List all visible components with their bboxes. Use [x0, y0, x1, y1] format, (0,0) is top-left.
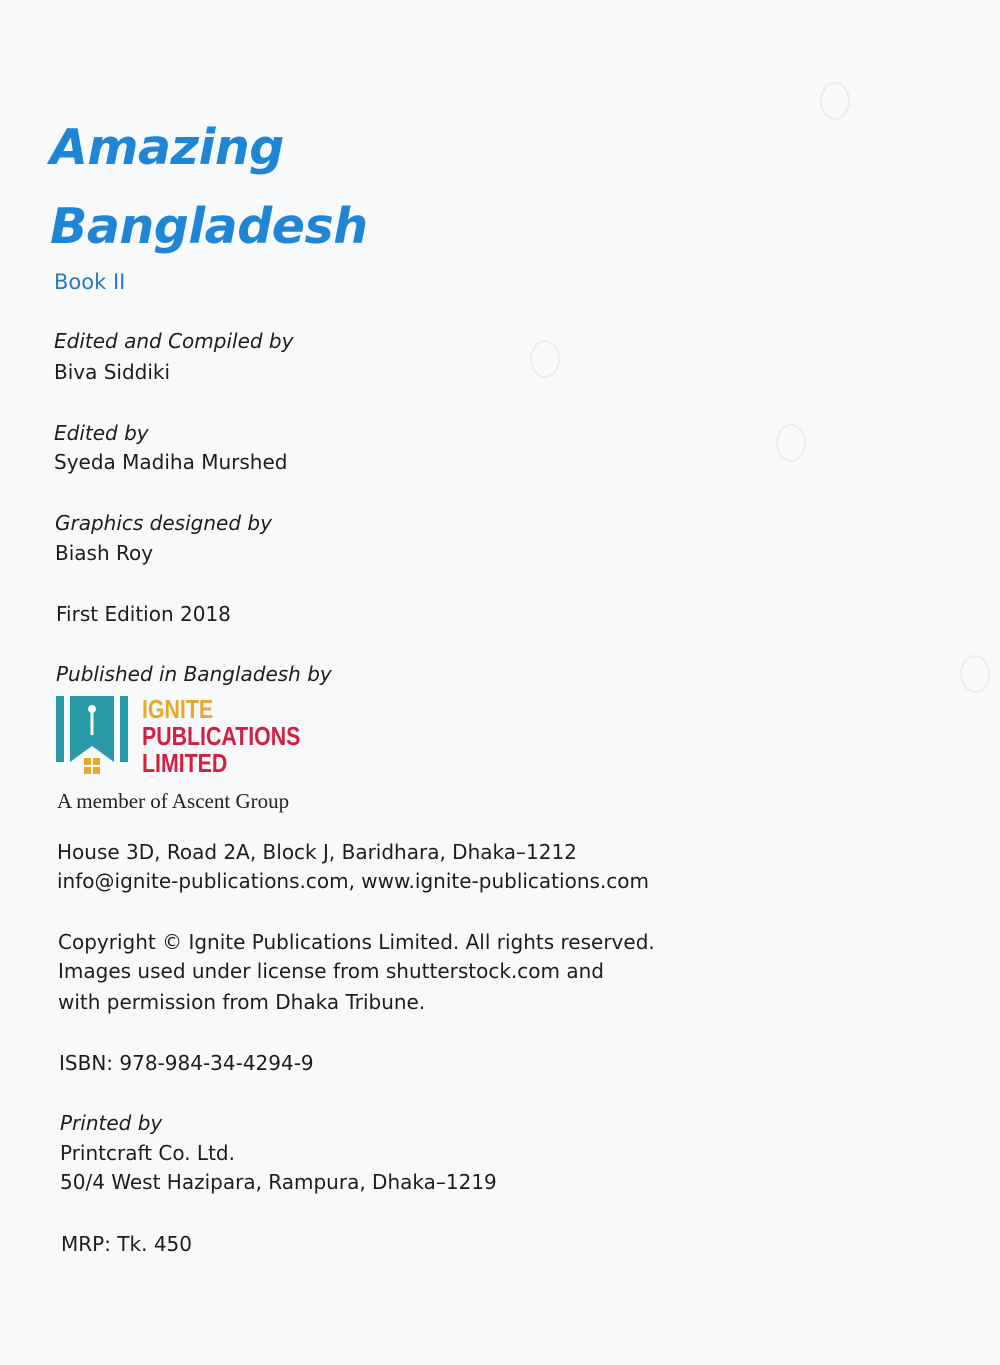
printed-by-label: Printed by	[60, 1111, 163, 1135]
compiled-by-name: Biva Siddiki	[54, 360, 171, 384]
publisher-contact: info@ignite-publications.com, www.ignite-publications.com	[57, 869, 649, 893]
publisher-address: House 3D, Road 2A, Block J, Baridhara, Dhaka–1212	[57, 840, 577, 864]
published-by-label: Published in Bangladesh by	[56, 662, 332, 686]
copyright-line1: Copyright © Ignite Publications Limited. All rights reserved.	[58, 930, 655, 954]
logo-line2: PUBLICATIONS	[142, 721, 301, 751]
member-of-group: A member of Ascent Group	[57, 789, 290, 813]
edition-text: First Edition 2018	[56, 602, 231, 626]
book-title	[50, 108, 368, 266]
isbn-text: ISBN: 978-984-34-4294-9	[59, 1051, 314, 1075]
publisher-logo-text	[142, 696, 300, 777]
book-title-line1: Amazing	[50, 119, 284, 176]
printer-address: 50/4 West Hazipara, Rampura, Dhaka–1219	[60, 1170, 497, 1194]
edited-by-name: Syeda Madiha Murshed	[54, 450, 288, 474]
printer-name: Printcraft Co. Ltd.	[60, 1141, 235, 1165]
book-title-line2: Bangladesh	[50, 198, 368, 255]
logo-line3: LIMITED	[142, 748, 228, 778]
book-subtitle: Book II	[54, 270, 126, 294]
paper-mark	[820, 82, 850, 120]
copyright-line3: with permission from Dhaka Tribune.	[58, 990, 426, 1014]
edited-by-label: Edited by	[54, 421, 149, 445]
graphics-by-label: Graphics designed by	[55, 511, 272, 535]
graphics-by-name: Biash Roy	[55, 541, 154, 565]
logo-line1: IGNITE	[142, 694, 214, 724]
publisher-logo-icon	[56, 696, 128, 778]
paper-mark	[776, 424, 806, 462]
price-text: MRP: Tk. 450	[61, 1232, 192, 1256]
copyright-line2: Images used under license from shutterstock.com and	[58, 959, 604, 983]
compiled-by-label: Edited and Compiled by	[54, 329, 294, 353]
paper-mark	[530, 340, 560, 378]
paper-mark	[960, 655, 990, 693]
